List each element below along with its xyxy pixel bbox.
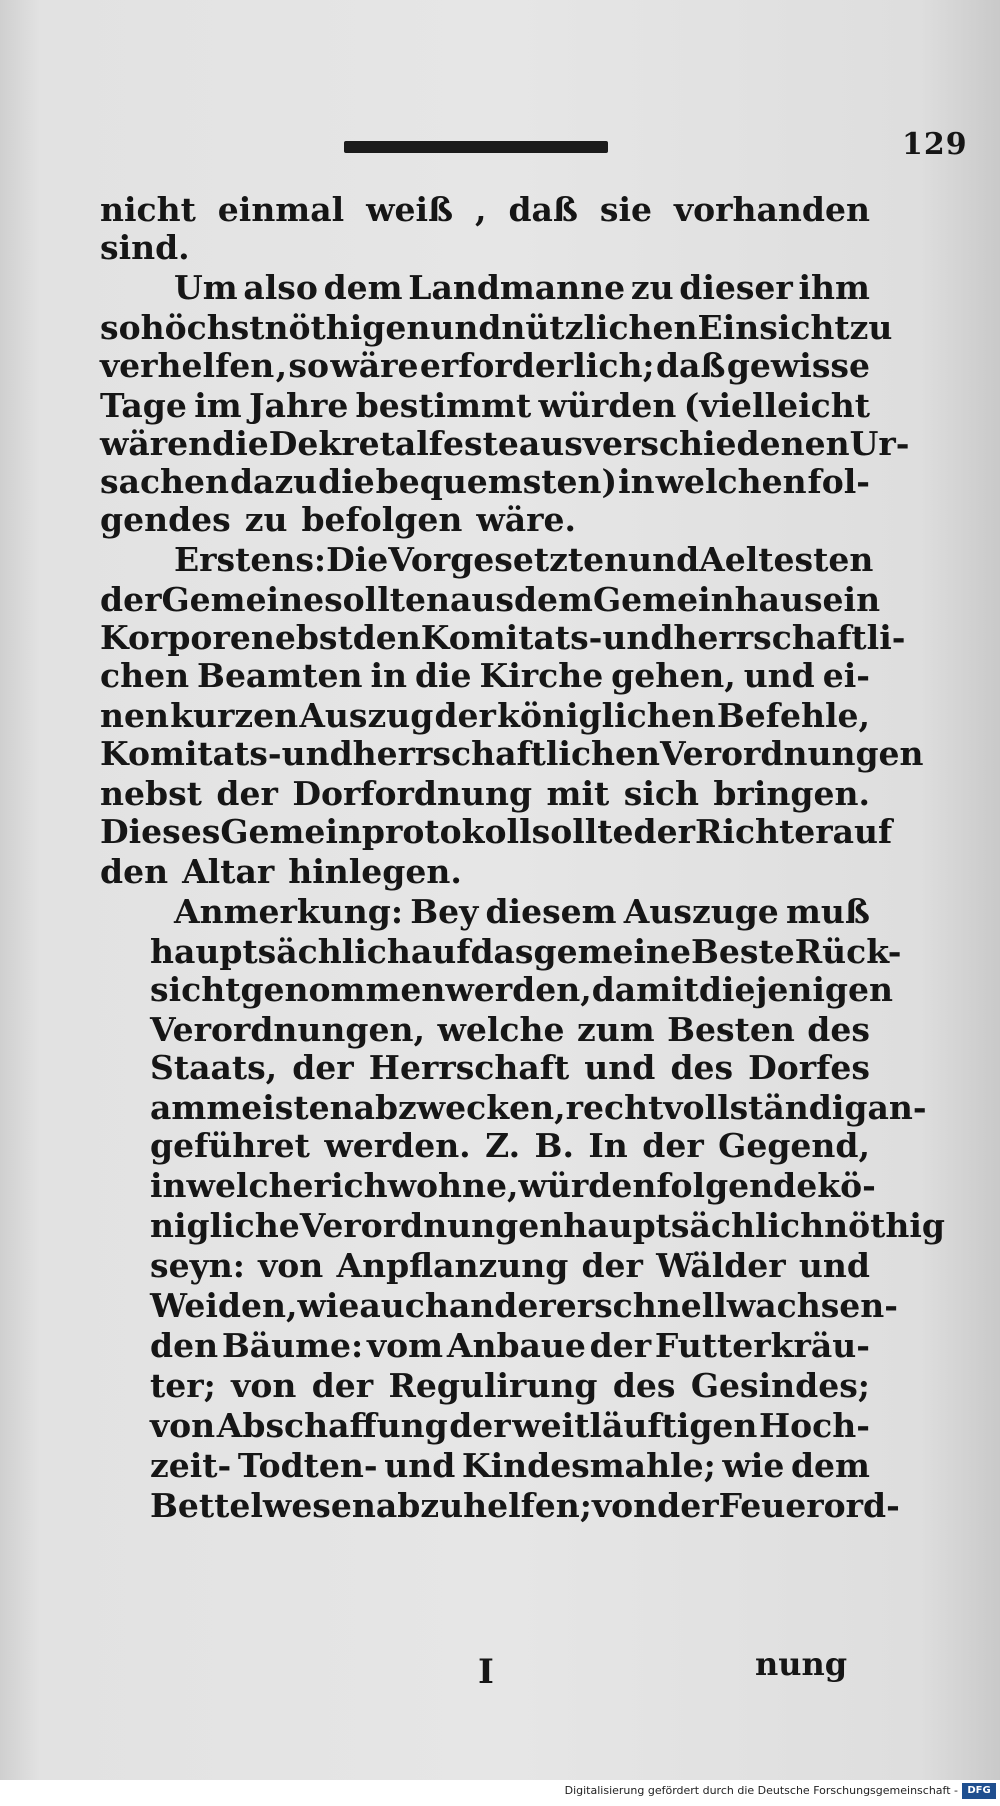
note-line: Bettelwesen abzuhelfen; von der Feuerord-: [150, 1486, 900, 1525]
note-line: nigliche Verordnungen hauptsächlich nöthig: [150, 1206, 945, 1245]
note-line: Weiden, wie auch anderer schnell wachsen-: [150, 1286, 898, 1325]
note-line: von Abschaffung der weitläuftigen Hoch-: [150, 1406, 870, 1445]
dfg-logo: DFG: [962, 1783, 996, 1799]
text-line: Tage im Jahre bestimmt würden (vielleicht: [100, 386, 870, 425]
note-line: Staats, der Herrschaft und des Dorfes: [150, 1048, 870, 1087]
text-line: chen Beamten in die Kirche gehen, und ei-: [100, 656, 870, 695]
text-line: wären die Dekretalfeste aus verschiedenen Ur-: [100, 424, 910, 463]
note-line: den Bäume: vom Anbaue der Futterkräu-: [150, 1326, 870, 1365]
text-line: sind.: [100, 228, 190, 267]
catchword: nung: [755, 1645, 848, 1683]
digitization-credit: Digitalisierung gefördert durch die Deutsche Forschungsgemeinschaft -: [564, 1784, 958, 1797]
text-line: nebst der Dorfordnung mit sich bringen.: [100, 774, 870, 813]
note-line: hauptsächlich auf das gemeine Beste Rück-: [150, 932, 902, 971]
note-line: ter; von der Regulirung des Gesindes;: [150, 1366, 870, 1405]
note-line: in welcher ich wohne, würden folgende kö-: [150, 1166, 876, 1205]
text-line: nen kurzen Auszug der königlichen Befehle,: [100, 696, 870, 735]
text-line: sachen dazu die bequemsten) in welchen fol-: [100, 462, 870, 501]
page-number: 129: [902, 127, 968, 162]
note-line: seyn: von Anpflanzung der Wälder und: [150, 1246, 870, 1285]
text-line: Um also dem Landmanne zu dieser ihm: [174, 268, 870, 307]
text-line: Korpore nebst den Komitats- und herrschaftli-: [100, 618, 906, 657]
text-line: den Altar hinlegen.: [100, 852, 462, 891]
signature-mark: I: [478, 1652, 494, 1692]
text-line: Komitats- und herrschaftlichen Verordnungen: [100, 734, 924, 773]
text-line: Dieses Gemeinprotokoll sollte der Richter auf: [100, 812, 893, 851]
note-line: Verordnungen, welche zum Besten des: [150, 1010, 870, 1049]
note-line: zeit- Todten- und Kindesmahle; wie dem: [150, 1446, 870, 1485]
header-rule: [344, 141, 608, 153]
text-line: nicht einmal weiß , daß sie vorhanden: [100, 190, 870, 229]
note-line: Anmerkung: Bey diesem Auszuge muß: [174, 892, 870, 931]
note-line: am meisten abzwecken, recht vollständig an-: [150, 1088, 927, 1127]
text-line: gendes zu befolgen wäre.: [100, 500, 576, 539]
note-line: geführet werden. Z. B. In der Gegend,: [150, 1126, 870, 1165]
text-line: verhelfen , so wäre erforderlich; daß gewisse: [100, 346, 870, 385]
text-line: Erstens: Die Vorgesetzten und Aeltesten: [174, 540, 874, 579]
text-line: der Gemeine sollten aus dem Gemeinhause in: [100, 580, 881, 619]
text-line: so höchstnöthigen und nützlichen Einsicht zu: [100, 308, 893, 347]
note-line: sicht genommen werden, damit diejenigen: [150, 970, 893, 1009]
